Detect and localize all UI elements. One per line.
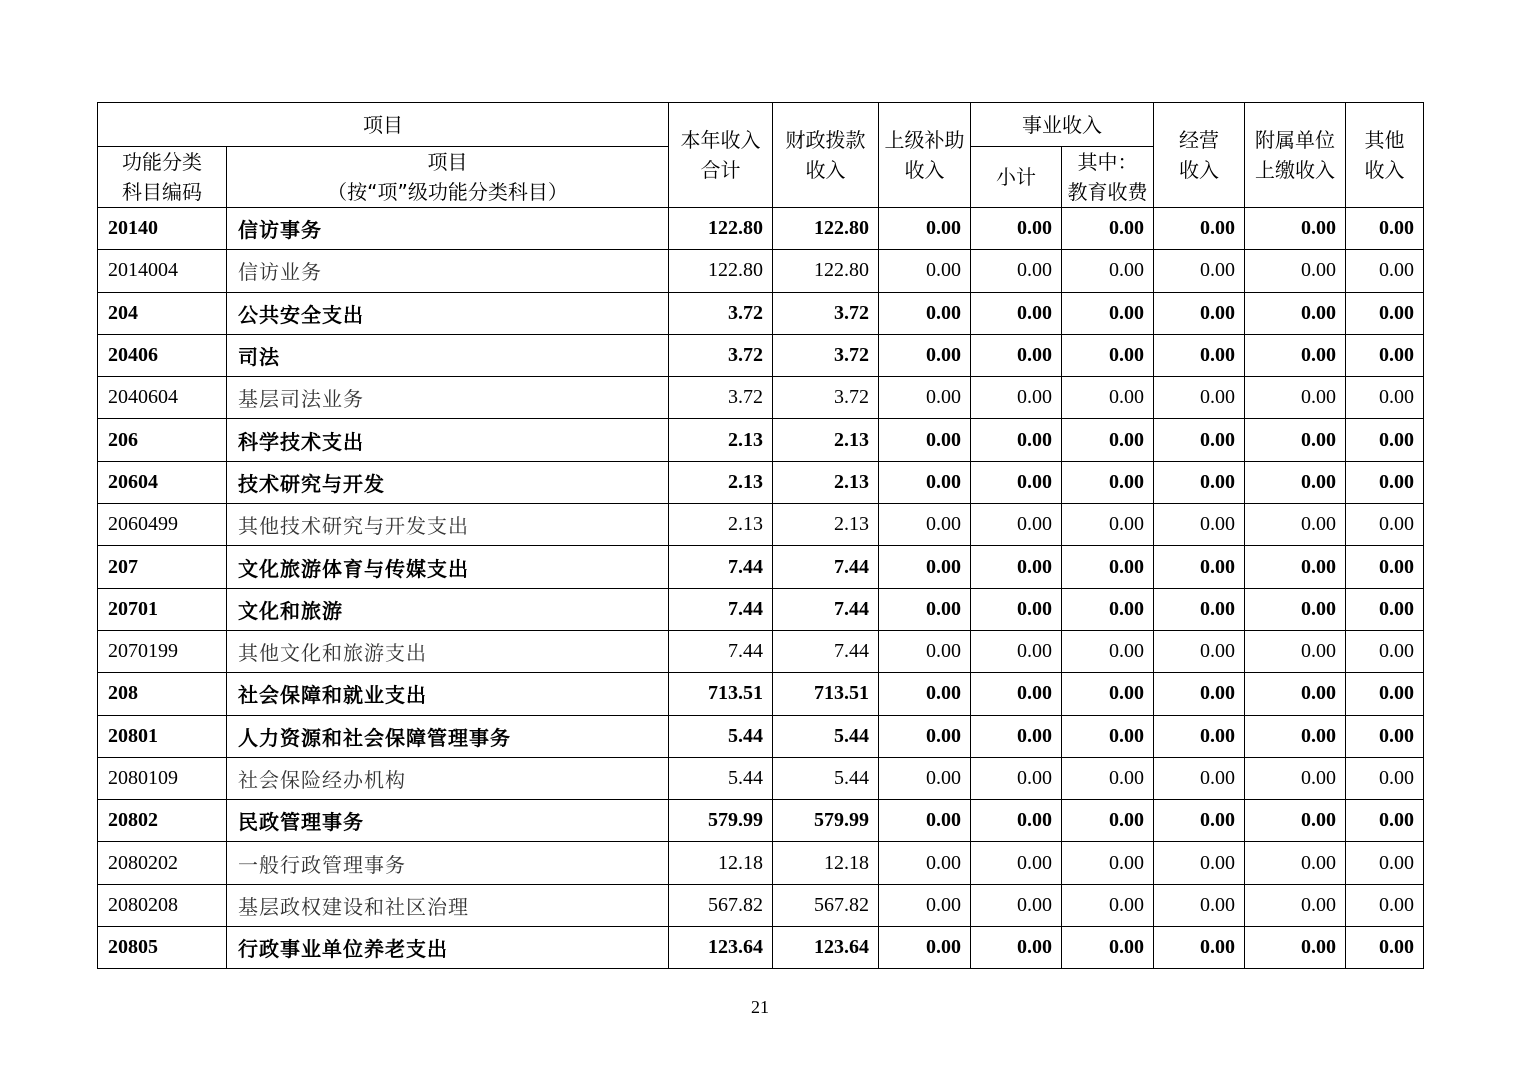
row-code: 20604 (98, 461, 227, 503)
row-value: 3.72 (669, 377, 773, 419)
row-value: 0.00 (1062, 884, 1154, 926)
row-value: 0.00 (971, 292, 1062, 334)
row-code: 206 (98, 419, 227, 461)
row-value: 0.00 (971, 715, 1062, 757)
row-value: 0.00 (1154, 757, 1245, 799)
table-row (98, 673, 1424, 715)
header-code (98, 147, 227, 208)
header-total (669, 103, 773, 208)
row-value: 0.00 (971, 800, 1062, 842)
header-code-line1: 功能分类 (122, 150, 202, 174)
table-row (98, 461, 1424, 503)
row-value: 0.00 (1062, 715, 1154, 757)
row-value: 0.00 (879, 377, 971, 419)
table-row (98, 334, 1424, 376)
row-value: 0.00 (1062, 588, 1154, 630)
header-operating-line2: 收入 (1179, 158, 1219, 182)
row-name: 公共安全支出 (227, 292, 669, 334)
row-value: 0.00 (1062, 419, 1154, 461)
row-value: 0.00 (1062, 461, 1154, 503)
table-row (98, 927, 1424, 969)
row-value: 0.00 (879, 461, 971, 503)
row-value: 0.00 (879, 630, 971, 672)
header-other-line2: 收入 (1364, 158, 1405, 182)
row-value: 123.64 (669, 927, 773, 969)
header-subsidy-line2: 收入 (904, 158, 945, 182)
row-value: 579.99 (669, 800, 773, 842)
row-name: 一般行政管理事务 (227, 842, 669, 884)
row-name: 科学技术支出 (227, 419, 669, 461)
row-code: 2080202 (98, 842, 227, 884)
header-name-line2: （按“项”级功能分类科目） (327, 180, 568, 204)
row-value: 0.00 (1346, 715, 1424, 757)
row-value: 0.00 (971, 588, 1062, 630)
row-value: 0.00 (1346, 546, 1424, 588)
row-value: 0.00 (1346, 842, 1424, 884)
row-value: 0.00 (879, 715, 971, 757)
row-value: 2.13 (773, 461, 879, 503)
income-table (97, 102, 1424, 969)
row-name: 社会保险经办机构 (227, 757, 669, 799)
table-row (98, 419, 1424, 461)
row-value: 0.00 (1245, 927, 1346, 969)
header-edu (1062, 147, 1154, 208)
row-value: 0.00 (879, 673, 971, 715)
row-value: 0.00 (1062, 377, 1154, 419)
header-business: 事业收入 (971, 103, 1154, 147)
row-value: 7.44 (773, 588, 879, 630)
row-name: 行政事业单位养老支出 (227, 927, 669, 969)
row-value: 0.00 (1245, 377, 1346, 419)
row-value: 0.00 (971, 673, 1062, 715)
table-row (98, 588, 1424, 630)
row-code: 2040604 (98, 377, 227, 419)
header-edu-line2: 教育收费 (1067, 180, 1148, 204)
table-row (98, 842, 1424, 884)
row-value: 5.44 (669, 715, 773, 757)
row-value: 12.18 (669, 842, 773, 884)
row-value: 0.00 (879, 588, 971, 630)
row-value: 0.00 (1154, 292, 1245, 334)
row-value: 0.00 (1346, 419, 1424, 461)
row-code: 20802 (98, 800, 227, 842)
row-value: 0.00 (971, 757, 1062, 799)
table-row (98, 546, 1424, 588)
header-operating-line1: 经营 (1179, 128, 1219, 152)
row-value: 0.00 (1245, 546, 1346, 588)
header-fiscal-line1: 财政拨款 (785, 128, 866, 152)
row-code: 207 (98, 546, 227, 588)
row-value: 122.80 (669, 208, 773, 250)
row-value: 0.00 (1154, 546, 1245, 588)
row-name: 其他技术研究与开发支出 (227, 504, 669, 546)
row-code: 2014004 (98, 250, 227, 292)
row-value: 0.00 (1245, 800, 1346, 842)
row-value: 0.00 (1245, 208, 1346, 250)
row-value: 0.00 (1346, 884, 1424, 926)
row-value: 0.00 (1346, 292, 1424, 334)
row-value: 0.00 (1346, 673, 1424, 715)
row-name: 基层政权建设和社区治理 (227, 884, 669, 926)
row-value: 0.00 (971, 334, 1062, 376)
row-value: 7.44 (773, 630, 879, 672)
row-code: 20406 (98, 334, 227, 376)
row-value: 567.82 (773, 884, 879, 926)
table-row (98, 715, 1424, 757)
row-code: 2060499 (98, 504, 227, 546)
row-value: 0.00 (879, 546, 971, 588)
row-value: 0.00 (879, 419, 971, 461)
table-row (98, 250, 1424, 292)
row-value: 0.00 (971, 419, 1062, 461)
row-value: 0.00 (1346, 630, 1424, 672)
row-value: 0.00 (1245, 673, 1346, 715)
header-name-line1: 项目 (427, 150, 468, 174)
row-value: 0.00 (879, 800, 971, 842)
row-value: 0.00 (879, 504, 971, 546)
row-value: 0.00 (1346, 377, 1424, 419)
row-value: 0.00 (1154, 800, 1245, 842)
row-value: 3.72 (773, 377, 879, 419)
row-value: 0.00 (1346, 208, 1424, 250)
table-row (98, 630, 1424, 672)
row-code: 20801 (98, 715, 227, 757)
header-other (1346, 103, 1424, 208)
header-affiliated-line1: 附属单位 (1255, 128, 1335, 152)
row-value: 0.00 (971, 884, 1062, 926)
header-code-line2: 科目编码 (122, 180, 202, 204)
table-row (98, 800, 1424, 842)
row-value: 0.00 (1062, 630, 1154, 672)
row-name: 社会保障和就业支出 (227, 673, 669, 715)
row-value: 0.00 (1245, 461, 1346, 503)
row-value: 0.00 (1154, 208, 1245, 250)
header-name (227, 147, 669, 208)
row-value: 0.00 (1346, 927, 1424, 969)
row-value: 0.00 (1062, 250, 1154, 292)
row-name: 民政管理事务 (227, 800, 669, 842)
header-operating (1154, 103, 1245, 208)
row-value: 3.72 (773, 334, 879, 376)
row-value: 7.44 (669, 630, 773, 672)
table-row (98, 757, 1424, 799)
header-subsidy (879, 103, 971, 208)
row-value: 0.00 (1346, 588, 1424, 630)
row-name: 信访业务 (227, 250, 669, 292)
row-value: 0.00 (971, 461, 1062, 503)
row-value: 5.44 (669, 757, 773, 799)
page-number: 21 (751, 997, 769, 1017)
row-value: 0.00 (1062, 673, 1154, 715)
row-value: 2.13 (773, 419, 879, 461)
row-value: 0.00 (971, 927, 1062, 969)
row-code: 20701 (98, 588, 227, 630)
row-value: 713.51 (773, 673, 879, 715)
row-value: 0.00 (971, 842, 1062, 884)
row-name: 文化旅游体育与传媒支出 (227, 546, 669, 588)
table-row (98, 208, 1424, 250)
header-subsidy-line1: 上级补助 (884, 128, 965, 152)
row-value: 0.00 (1154, 715, 1245, 757)
row-value: 0.00 (1062, 208, 1154, 250)
row-name: 信访事务 (227, 208, 669, 250)
header-fiscal-line2: 收入 (805, 158, 846, 182)
row-name: 司法 (227, 334, 669, 376)
header-edu-line1: 其中： (1077, 150, 1138, 174)
row-value: 5.44 (773, 715, 879, 757)
row-value: 0.00 (971, 377, 1062, 419)
row-value: 0.00 (971, 504, 1062, 546)
row-value: 122.80 (773, 250, 879, 292)
row-value: 7.44 (669, 588, 773, 630)
row-code: 204 (98, 292, 227, 334)
row-value: 3.72 (773, 292, 879, 334)
row-value: 0.00 (1154, 842, 1245, 884)
row-value: 2.13 (669, 461, 773, 503)
header-fiscal (773, 103, 879, 208)
header-item: 项目 (98, 103, 669, 147)
row-value: 7.44 (669, 546, 773, 588)
row-value: 0.00 (1062, 800, 1154, 842)
row-value: 7.44 (773, 546, 879, 588)
row-value: 122.80 (669, 250, 773, 292)
row-value: 0.00 (1154, 588, 1245, 630)
row-value: 0.00 (1062, 292, 1154, 334)
row-value: 0.00 (1062, 546, 1154, 588)
row-value: 0.00 (1154, 673, 1245, 715)
row-value: 0.00 (1154, 334, 1245, 376)
row-value: 123.64 (773, 927, 879, 969)
row-value: 0.00 (879, 927, 971, 969)
header-total-line1: 本年收入 (680, 128, 761, 152)
row-value: 0.00 (1245, 504, 1346, 546)
table-body (98, 208, 1424, 969)
row-value: 0.00 (1154, 504, 1245, 546)
row-value: 0.00 (1154, 927, 1245, 969)
header-other-line1: 其他 (1364, 128, 1405, 152)
row-value: 0.00 (1154, 461, 1245, 503)
row-value: 122.80 (773, 208, 879, 250)
row-name: 基层司法业务 (227, 377, 669, 419)
row-value: 0.00 (1062, 927, 1154, 969)
row-value: 0.00 (1346, 461, 1424, 503)
row-value: 0.00 (1154, 630, 1245, 672)
row-value: 0.00 (971, 630, 1062, 672)
header-total-line2: 合计 (700, 158, 741, 182)
row-value: 0.00 (879, 292, 971, 334)
row-value: 0.00 (971, 250, 1062, 292)
row-value: 3.72 (669, 334, 773, 376)
row-value: 2.13 (669, 419, 773, 461)
row-value: 12.18 (773, 842, 879, 884)
header-affiliated-line2: 上缴收入 (1255, 158, 1335, 182)
row-code: 208 (98, 673, 227, 715)
table-row (98, 377, 1424, 419)
row-value: 2.13 (773, 504, 879, 546)
row-value: 0.00 (879, 842, 971, 884)
row-value: 567.82 (669, 884, 773, 926)
row-value: 0.00 (879, 208, 971, 250)
row-value: 0.00 (1062, 757, 1154, 799)
row-value: 0.00 (971, 208, 1062, 250)
row-value: 0.00 (1245, 250, 1346, 292)
row-value: 0.00 (1062, 842, 1154, 884)
row-value: 0.00 (1154, 377, 1245, 419)
row-code: 2080109 (98, 757, 227, 799)
row-value: 0.00 (1245, 757, 1346, 799)
row-code: 2080208 (98, 884, 227, 926)
row-value: 0.00 (1154, 250, 1245, 292)
header-affiliated (1245, 103, 1346, 208)
row-value: 0.00 (879, 757, 971, 799)
row-value: 0.00 (1346, 504, 1424, 546)
row-value: 0.00 (1062, 334, 1154, 376)
table-row (98, 292, 1424, 334)
row-value: 0.00 (1245, 842, 1346, 884)
row-value: 0.00 (1245, 292, 1346, 334)
row-value: 0.00 (1245, 630, 1346, 672)
row-value: 0.00 (971, 546, 1062, 588)
row-value: 0.00 (1154, 419, 1245, 461)
row-value: 3.72 (669, 292, 773, 334)
row-value: 0.00 (1154, 884, 1245, 926)
row-value: 2.13 (669, 504, 773, 546)
row-value: 0.00 (879, 250, 971, 292)
row-value: 0.00 (879, 334, 971, 376)
row-name: 文化和旅游 (227, 588, 669, 630)
row-value: 5.44 (773, 757, 879, 799)
row-name: 人力资源和社会保障管理事务 (227, 715, 669, 757)
row-value: 0.00 (1245, 334, 1346, 376)
row-value: 713.51 (669, 673, 773, 715)
row-value: 579.99 (773, 800, 879, 842)
row-value: 0.00 (1245, 884, 1346, 926)
row-value: 0.00 (1245, 715, 1346, 757)
row-name: 技术研究与开发 (227, 461, 669, 503)
table-header (98, 103, 1424, 208)
row-value: 0.00 (1062, 504, 1154, 546)
row-value: 0.00 (1245, 588, 1346, 630)
row-code: 20140 (98, 208, 227, 250)
table-row (98, 504, 1424, 546)
row-value: 0.00 (1245, 419, 1346, 461)
row-value: 0.00 (879, 884, 971, 926)
row-name: 其他文化和旅游支出 (227, 630, 669, 672)
row-value: 0.00 (1346, 800, 1424, 842)
header-subtotal: 小计 (971, 147, 1062, 208)
row-value: 0.00 (1346, 757, 1424, 799)
income-table-container (97, 102, 1423, 969)
row-code: 20805 (98, 927, 227, 969)
row-code: 2070199 (98, 630, 227, 672)
row-value: 0.00 (1346, 334, 1424, 376)
table-row (98, 884, 1424, 926)
row-value: 0.00 (1346, 250, 1424, 292)
